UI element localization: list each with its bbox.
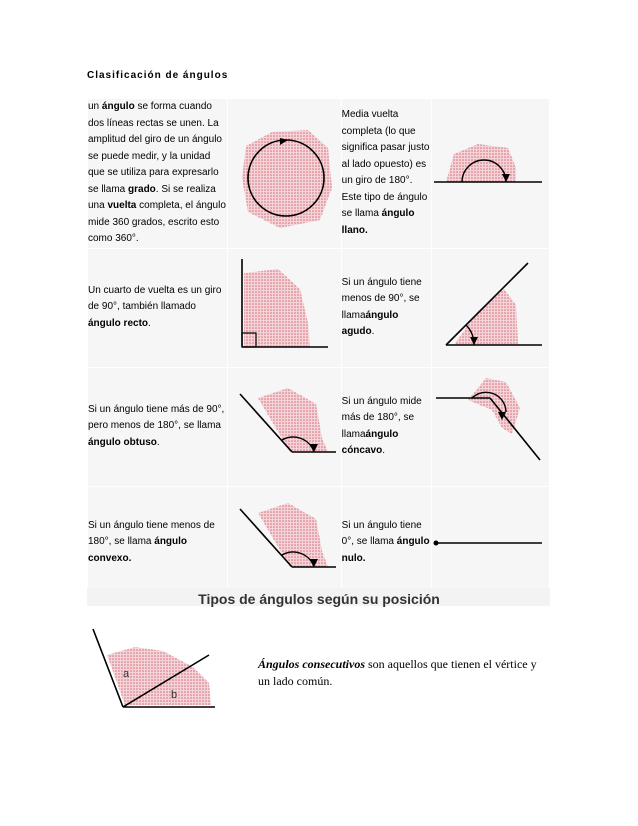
table-row xyxy=(88,486,550,599)
straight-angle-description: Media vuelta completa (lo que significa pasar justo al lado opuesto) es un giro de 180°. Este tipo de ángulo se llama ángulo llano. xyxy=(341,109,430,236)
full-angle-figure-cell xyxy=(227,99,341,249)
table-row xyxy=(88,248,550,367)
shaded-region xyxy=(242,130,332,228)
convex-angle-description: Si un ángulo tiene menos de 180°, se llama ángulo convexo. xyxy=(88,519,215,564)
concave-angle-description: Si un ángulo mide más de 180°, se llamaángulo cóncavo. xyxy=(341,395,422,456)
concave-angle-text-cell xyxy=(341,367,432,486)
concave-angle-diagram xyxy=(432,368,548,486)
right-angle-figure-cell xyxy=(227,248,341,367)
right-angle-description: Un cuarto de vuelta es un giro de 90°, también llamado ángulo recto. xyxy=(88,284,222,329)
consecutive-angles-text: Ángulos consecutivos son aquellos que tienen el vértice y un lado común. xyxy=(258,657,537,688)
full-turn-text-cell xyxy=(88,99,228,249)
angle-classification-table xyxy=(87,98,550,600)
obtuse-angle-description: Si un ángulo tiene más de 90°, pero menos de 180°, se llama ángulo obtuso. xyxy=(88,403,225,448)
acute-angle-text-cell xyxy=(341,248,432,367)
angle-b-label: b xyxy=(171,689,178,701)
section-subtitle: Tipos de ángulos según su posición xyxy=(198,591,440,607)
straight-angle-figure-cell xyxy=(432,99,550,249)
straight-angle-diagram xyxy=(432,108,548,238)
convex-angle-figure-cell xyxy=(227,486,341,599)
shaded-region xyxy=(454,289,518,345)
consecutive-angles-diagram xyxy=(85,625,225,720)
angle-a-label: a xyxy=(123,668,130,680)
obtuse-angle-text-cell xyxy=(88,367,228,486)
shaded-region xyxy=(258,503,328,567)
null-angle-description: Si un ángulo tiene 0°, se llama ángulo nulo. xyxy=(341,519,430,564)
vertex-point xyxy=(434,540,439,545)
table-row xyxy=(88,99,550,249)
null-angle-diagram xyxy=(432,487,548,599)
straight-angle-text-cell xyxy=(341,99,432,249)
full-angle-diagram xyxy=(228,108,340,238)
shaded-region xyxy=(244,269,310,347)
convex-angle-text-cell xyxy=(88,486,228,599)
page-title: Clasificación de ángulos xyxy=(87,70,229,81)
convex-angle-diagram xyxy=(228,487,340,599)
shaded-region xyxy=(258,388,328,452)
full-turn-description: un ángulo se forma cuando dos líneas rectas se unen. La amplitud del giro de un ángulo se puede medir, y la unidad que se utiliza para expresarlo se llama grado. Si se realiza una vuelta completa, el ángulo mide 360 grados, escrito esto como 360°. xyxy=(88,101,226,244)
null-angle-text-cell xyxy=(341,486,432,599)
concave-angle-figure-cell xyxy=(432,367,550,486)
table-row xyxy=(88,367,550,486)
right-angle-text-cell xyxy=(88,248,228,367)
obtuse-angle-figure-cell xyxy=(227,367,341,486)
acute-angle-figure-cell xyxy=(432,248,550,367)
right-angle-diagram xyxy=(228,249,340,367)
consecutive-angles-figure xyxy=(85,625,225,720)
obtuse-angle-diagram xyxy=(228,368,340,486)
acute-angle-description: Si un ángulo tiene menos de 90°, se llamaángulo agudo. xyxy=(341,276,422,337)
acute-angle-diagram xyxy=(432,249,548,367)
null-angle-figure-cell xyxy=(432,486,550,599)
